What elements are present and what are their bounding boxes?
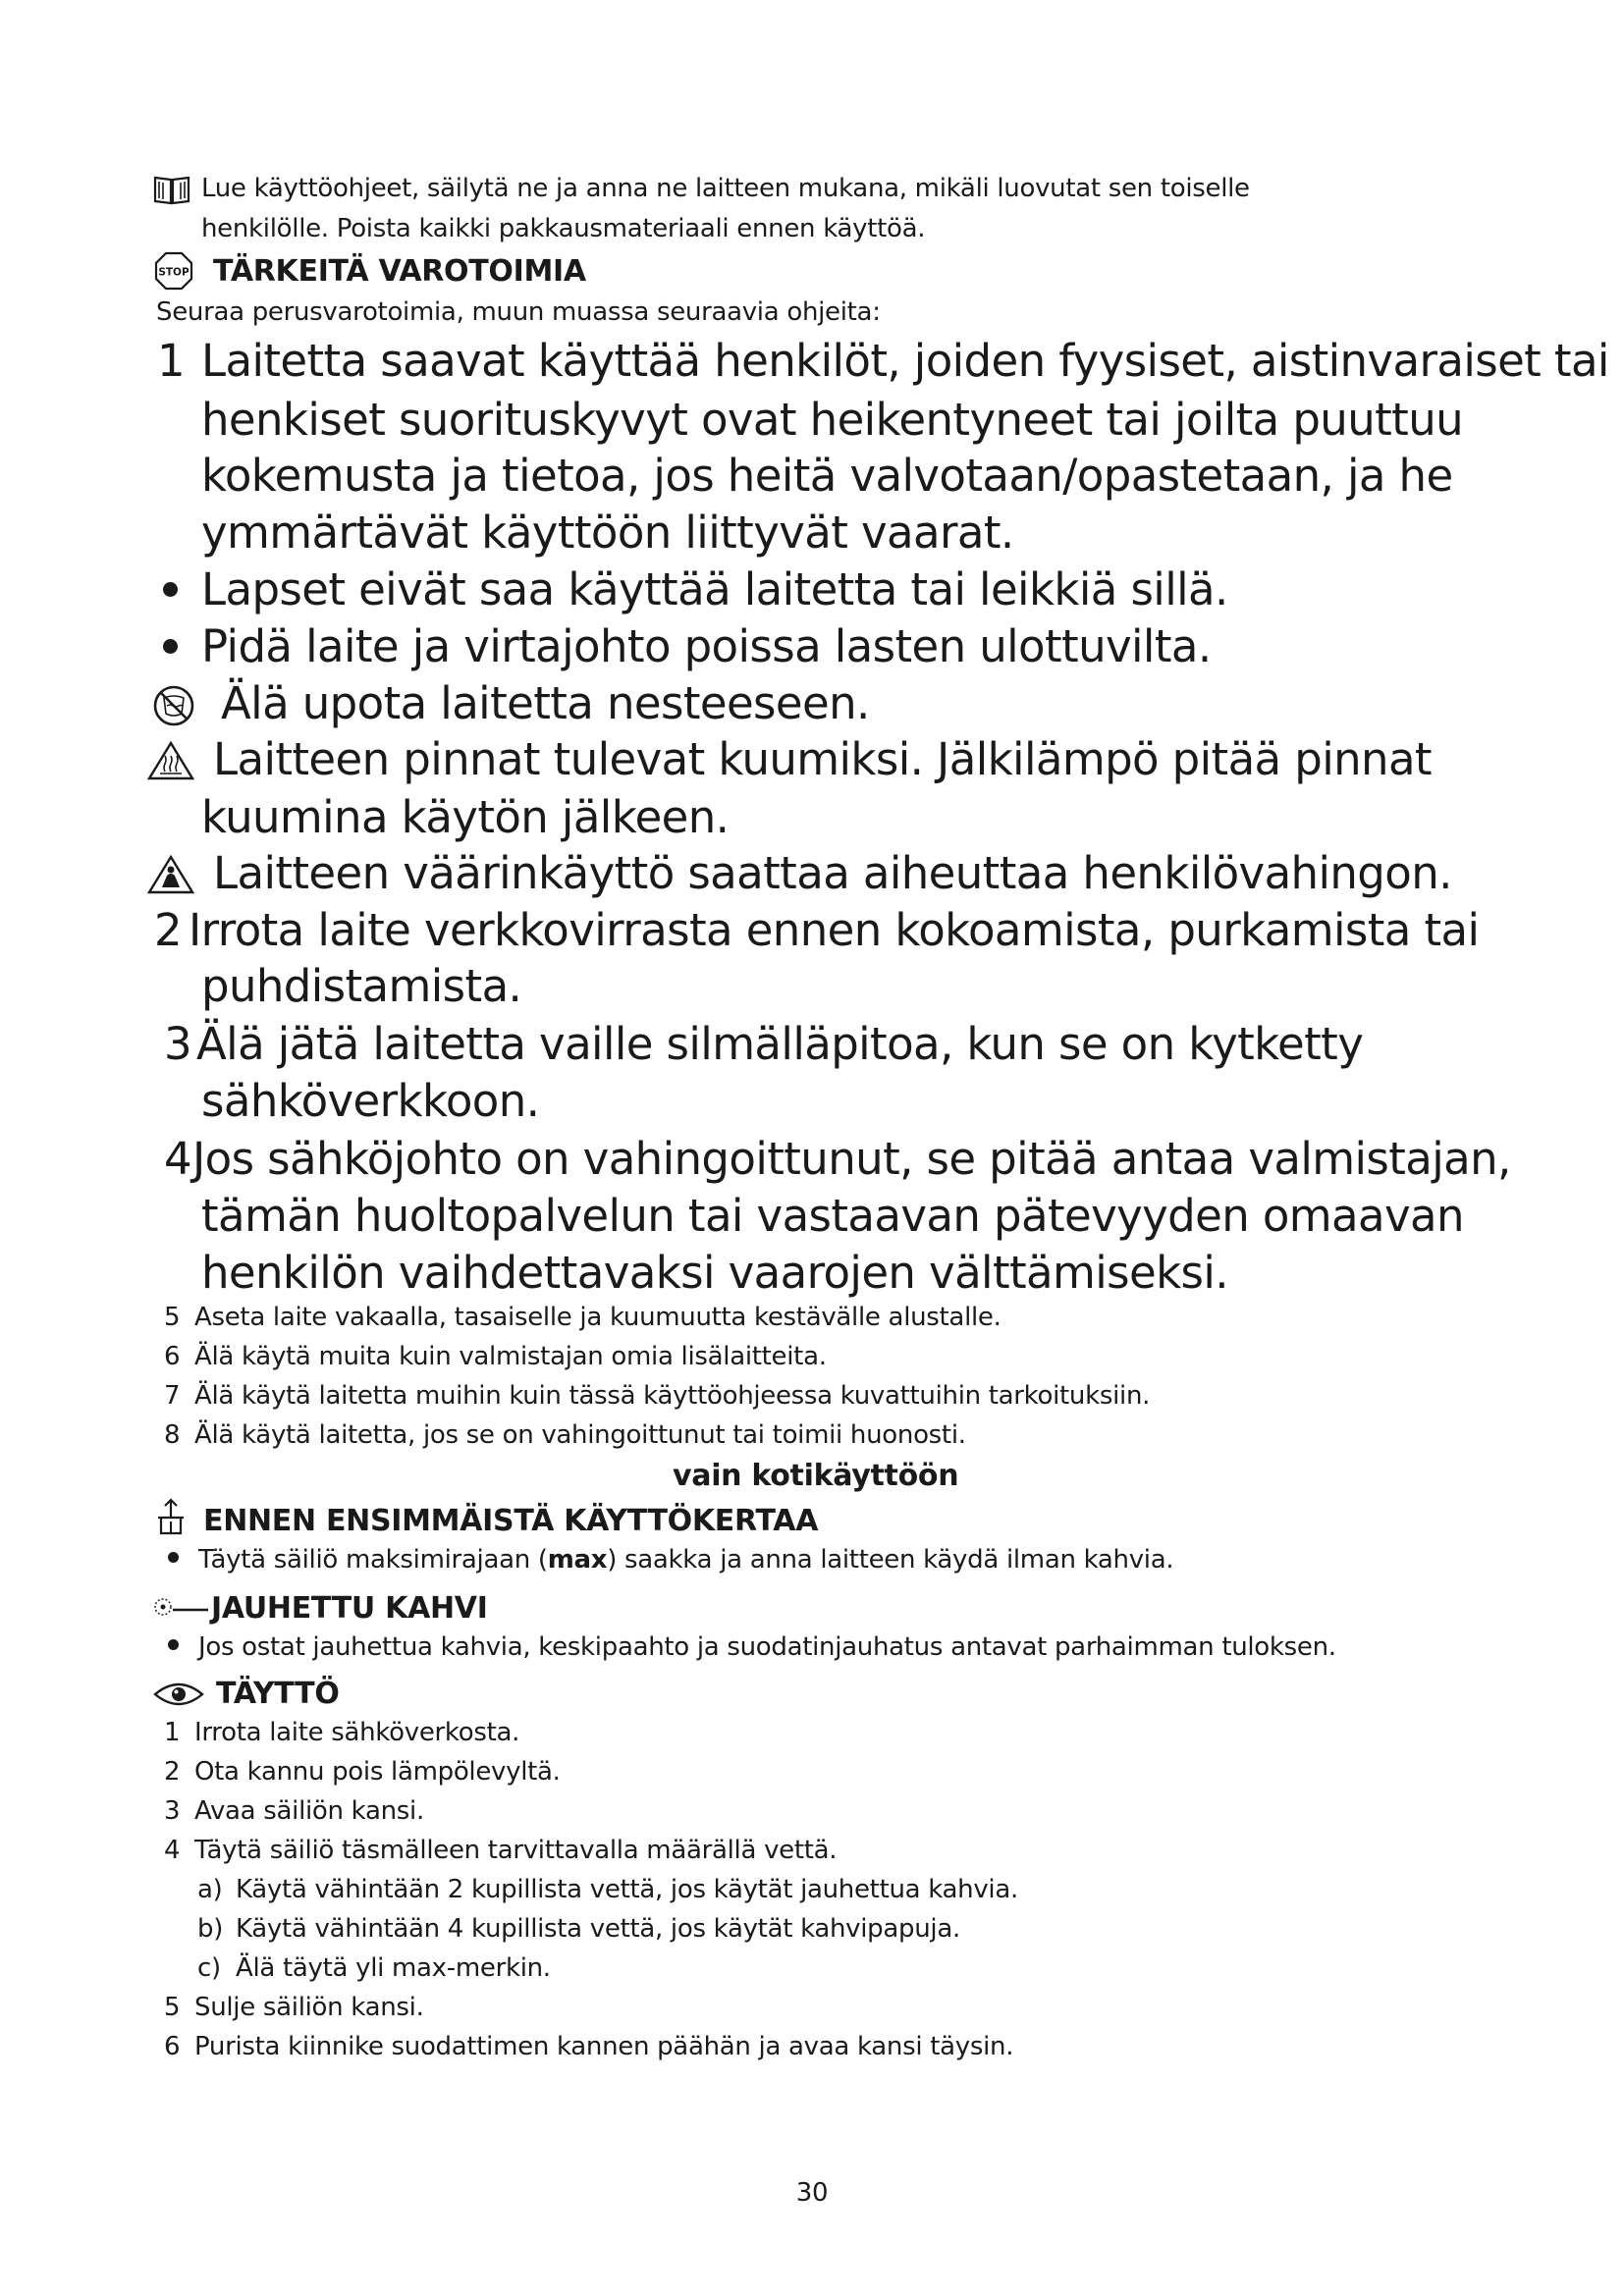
before-first-use-text <box>198 1540 1173 1579</box>
item-7-text: Älä käytä laitetta muihin kuin tässä käyttöohjeessa kuvattuihin tarkoituksiin. <box>194 1381 1151 1411</box>
item-8-number: 8 <box>164 1420 181 1450</box>
item-3-number: 3 <box>164 1018 192 1070</box>
item-5-number: 5 <box>164 1303 181 1332</box>
max-label: max <box>547 1545 608 1575</box>
ground-coffee-text: Jos ostat jauhettua kahvia, keskipaahto ja suodatinjauhatus antavat parhaimman tuloksen. <box>198 1632 1336 1662</box>
filling-substep-c-text: Älä täytä yli max-merkin. <box>236 1953 551 1983</box>
filling-step-4-text: Täytä säiliö täsmälleen tarvittavalla määrällä vettä. <box>194 1836 838 1865</box>
filling-step-5-number: 5 <box>164 1993 181 2022</box>
safety-subtitle: Seuraa perusvarotoimia, muun muassa seuraavia ohjeita: <box>156 297 881 327</box>
item-4-line-1: Jos sähköjohto on vahingoittunut, se pitää antaa valmistajan, <box>192 1133 1511 1185</box>
bullet-dot <box>168 1552 179 1563</box>
filling-step-5-text: Sulje säiliön kansi. <box>194 1993 424 2022</box>
item-2-line-2: puhdistamista. <box>201 960 522 1012</box>
filling-step-4-number: 4 <box>164 1836 181 1865</box>
bullet-dot <box>163 639 178 654</box>
item-1-line-3: kokemusta ja tietoa, jos heitä valvotaan/opastetaan, ja he <box>201 450 1453 502</box>
page-number: 30 <box>795 2178 829 2208</box>
filling-step-3-text: Avaa säiliön kansi. <box>194 1796 424 1826</box>
ground-coffee-icon <box>149 1594 210 1622</box>
item-4-number: 4 <box>164 1133 192 1185</box>
hot-surface-warning-icon <box>147 740 194 781</box>
hot-surface-line-2: kuumina käytön jälkeen. <box>201 791 730 843</box>
bullet-cord: Pidä laite ja virtajohto poissa lasten ulottuvilta. <box>201 620 1212 672</box>
item-6-number: 6 <box>164 1342 181 1371</box>
misuse-warning-icon <box>147 854 194 895</box>
filling-heading: TÄYTTÖ <box>216 1677 340 1711</box>
filling-step-6-text: Purista kiinnike suodattimen kannen päähän ja avaa kansi täysin. <box>194 2032 1014 2061</box>
filling-substep-a-text: Käytä vähintään 2 kupillista vettä, jos käytät jauhettua kahvia. <box>236 1875 1018 1904</box>
safety-heading: TÄRKEITÄ VAROTOIMIA <box>213 254 586 289</box>
item-2-line-1: Irrota laite verkkovirrasta ennen kokoamista, purkamista tai <box>189 904 1480 956</box>
filling-substep-b-text: Käytä vähintään 4 kupillista vettä, jos käytät kahvipapuja. <box>236 1914 960 1944</box>
filling-step-1-number: 1 <box>164 1718 181 1747</box>
book-icon <box>152 173 191 206</box>
stop-icon <box>154 251 193 291</box>
filling-step-2-number: 2 <box>164 1757 181 1787</box>
ground-coffee-heading: JAUHETTU KAHVI <box>211 1591 488 1626</box>
filling-substep-b-label: b) <box>197 1914 224 1944</box>
misuse-text: Laitteen väärinkäyttö saattaa aiheuttaa henkilövahingon. <box>213 847 1452 899</box>
item-1-line-2: henkiset suorituskyvyt ovat heikentyneet tai joilta puuttuu <box>201 394 1464 446</box>
before-first-use-heading: ENNEN ENSIMMÄISTÄ KÄYTTÖKERTAA <box>203 1504 819 1538</box>
item-7-number: 7 <box>164 1381 181 1411</box>
item-6-text: Älä käytä muita kuin valmistajan omia lisälaitteita. <box>194 1342 827 1371</box>
item-8-text: Älä käytä laitetta, jos se on vahingoittunut tai toimii huonosti. <box>194 1420 966 1450</box>
home-use-note: vain kotikäyttöön <box>673 1459 959 1493</box>
first-use-icon <box>155 1498 187 1537</box>
item-1-number: 1 <box>157 335 186 387</box>
intro-line-2: henkilölle. Poista kaikki pakkausmateriaali ennen käyttöä. <box>201 214 926 243</box>
filling-step-6-number: 6 <box>164 2032 181 2061</box>
item-4-line-2: tämän huoltopalvelun tai vastaavan pätevyyden omaavan <box>201 1190 1464 1242</box>
hot-surface-line-1: Laitteen pinnat tulevat kuumiksi. Jälkilämpö pitää pinnat <box>213 733 1432 785</box>
eye-icon <box>152 1680 205 1709</box>
item-5-text: Aseta laite vakaalla, tasaiselle ja kuumuutta kestävälle alustalle. <box>194 1303 1001 1332</box>
filling-substep-a-label: a) <box>197 1875 223 1904</box>
filling-substep-c-label: c) <box>197 1953 221 1983</box>
bullet-dot <box>168 1639 179 1650</box>
bullet-children: Lapset eivät saa käyttää laitetta tai leikkiä sillä. <box>201 563 1228 615</box>
text-part: Täytä säiliö maksimirajaan ( <box>198 1545 548 1575</box>
filling-step-3-number: 3 <box>164 1796 181 1826</box>
intro-line-1: Lue käyttöohjeet, säilytä ne ja anna ne laitteen mukana, mikäli luovutat sen toiselle <box>201 174 1250 203</box>
filling-step-1-text: Irrota laite sähköverkosta. <box>194 1718 520 1747</box>
bullet-dot <box>163 582 178 597</box>
item-4-line-3: henkilön vaihdettavaksi vaarojen välttämiseksi. <box>201 1247 1228 1299</box>
stop-icon-label: STOP <box>158 266 189 279</box>
item-1-line-1: Laitetta saavat käyttää henkilöt, joiden fyysiset, aistinvaraiset tai <box>201 335 1609 387</box>
item-3-line-2: sähköverkkoon. <box>201 1075 540 1127</box>
item-2-number: 2 <box>154 904 183 956</box>
no-immersion-text: Älä upota laitetta nesteeseen. <box>221 677 870 729</box>
item-1-line-4: ymmärtävät käyttöön liittyvät vaarat. <box>201 507 1014 559</box>
text-part: ) saakka ja anna laitteen käydä ilman kahvia. <box>607 1545 1174 1575</box>
filling-step-2-text: Ota kannu pois lämpölevyltä. <box>194 1757 561 1787</box>
no-immersion-icon <box>152 684 195 727</box>
item-3-line-1: Älä jätä laitetta vaille silmälläpitoa, kun se on kytketty <box>196 1018 1364 1070</box>
